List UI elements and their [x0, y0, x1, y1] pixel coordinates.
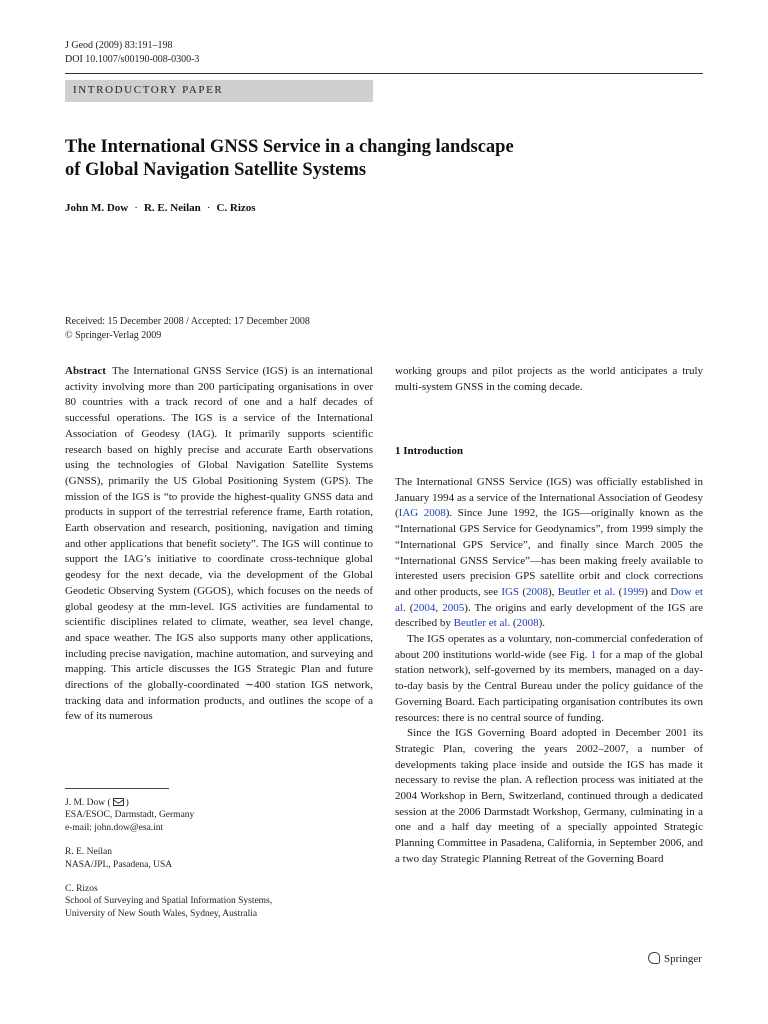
author-name[interactable]: John M. Dow	[65, 202, 129, 214]
citation-link[interactable]: IGS	[501, 585, 520, 598]
springer-logo-icon	[648, 952, 660, 964]
citation-link[interactable]: IAG 2008	[398, 507, 446, 520]
intro-paragraph-2: The IGS operates as a voluntary, non-commercial confederation of about 200 institutions world-wide (see Fig. 1 for a map of the global station network), self-governed by its members, managed on a day-to-day basis by the Central Bureau under the policy guidance of the Governing Board. Each participating organisation contributes its own resources: there is no central source of funding.	[395, 633, 703, 724]
affiliation-institution: NASA/JPL, Pasadena, USA	[65, 859, 173, 870]
citation-link[interactable]: 2008	[526, 585, 548, 598]
affiliation-email[interactable]: e-mail: john.dow@esa.int	[65, 822, 164, 833]
affiliation-entry	[65, 883, 272, 920]
citation-link[interactable]: Beutler et al.	[557, 585, 616, 598]
affiliation-institution: University of New South Wales, Sydney, Australia	[65, 908, 258, 919]
affiliation-author: R. E. Neilan	[65, 847, 112, 858]
journal-citation	[65, 39, 199, 67]
author-separator: ·	[134, 202, 138, 214]
abstract-text: The International GNSS Service (IGS) is an international activity involving more than 200 participating organisations in over 80 countries with a track record of one and a half decades of successful operations. The IGS is a service of the International Association of Geodesy (IAG). It primarily supports scientific research based on highly precise and accurate Earth observations using the technologies of Global Navigation Satellite Systems (GNSS), primarily the US Global Positioning System (GPS). The mission of the IGS is “to provide the highest-quality GNSS data and products in support of the terrestrial reference frame, Earth rotation, Earth observation and research, positioning, navigation and timing and other applications that benefit society”. The IGS will continue to support the IAG’s initiative to coordinate cross-technique global geodesy for the next decade, via the development of the Global Geodetic Observing System (GGOS), which focuses on the needs of global geodesy at the mm-level. IGS activities are fundamental to scientific disciplines related to climate, weather, sea level change, and space weather. The IGS also supports many other applications, including precise navigation, machine automation, and surveying and mapping. This article discusses the IGS Strategic Plan and future directions of the globally-coordinated ∼400 station IGS network, tracking data and information products, and outlines the scope of a few of its numerous	[65, 365, 373, 723]
citation-link[interactable]: Dow et al.	[395, 585, 703, 614]
title-line-1: The International GNSS Service in a changing landscape	[65, 137, 514, 157]
paper-type-band	[65, 80, 373, 102]
abstract-continuation-text: working groups and pilot projects as the world anticipates a truly multi-system GNSS in the coming decade.	[395, 365, 703, 393]
header-rule	[65, 73, 703, 74]
copyright-notice: © Springer-Verlag 2009	[65, 329, 162, 341]
citation-link[interactable]: 1999	[622, 585, 645, 598]
abstract-block	[65, 364, 373, 725]
figure-link[interactable]: 1	[590, 648, 597, 661]
affiliation-entry: J. M. Dow ( ) ESA/ESOC, Darmstadt, Germany e-mail: john.dow@esa.int	[65, 797, 272, 834]
affiliation-entry	[65, 846, 272, 871]
footnote-rule	[65, 788, 169, 789]
intro-paragraph-3: Since the IGS Governing Board adopted in December 2001 its Strategic Plan, covering the years 2002–2007, a number of developments taking place inside and outside the IGS has made it necessary to revise the plan. A reflection process was initiated at the 2004 Workshop in Bern, Switzerland, continued through a dedicated session at the 2006 Darmstadt Workshop, Germany, culminating in a one and a half day meeting of a specially appointed Strategic Planning Committee in Pasadena, California, in September 2006, and a two day Strategic Planning Retreat of the Governing Board	[395, 727, 703, 865]
affiliation-institution: School of Surveying and Spatial Information Systems,	[65, 896, 273, 907]
article-dates	[65, 315, 310, 342]
citation-journal: J Geod (2009) 83:191–198	[65, 40, 173, 51]
affiliation-institution: ESA/ESOC, Darmstadt, Germany	[65, 810, 195, 821]
citation-link[interactable]: Beutler et al.	[453, 617, 511, 630]
author-affiliations	[65, 797, 272, 932]
author-separator: ·	[206, 202, 211, 214]
intro-paragraph-1: The International GNSS Service (IGS) was officially established in January 1994 as a service of the International Association of Geodesy (IAG 2008). Since June 1992, the IGS—originally known as the “International GPS Service for Geodynamics”, from 1999 simply the “International GPS Service”, and finally since March 2005 the “International GNSS Service”—has been making freely available to interested users precision GPS satellite orbit and clock corrections and other products, see IGS (2008), Beutler et al. (1999) and Dow et al. (2004, 2005). The origins and early development of the IGS are described by Beutler et al. (2008).	[395, 476, 704, 630]
citation-doi[interactable]: DOI 10.1007/s00190-008-0300-3	[65, 54, 200, 65]
citation-link[interactable]: 2008	[516, 617, 539, 630]
abstract-label: Abstract	[65, 365, 106, 377]
author-name[interactable]: R. E. Neilan	[143, 202, 201, 214]
article-title	[65, 136, 685, 182]
author-list	[65, 202, 256, 214]
section-heading-introduction: 1 Introduction	[395, 445, 463, 457]
publisher-name: Springer	[664, 953, 702, 965]
abstract-continuation	[395, 364, 703, 395]
introduction-body	[395, 475, 703, 868]
citation-link[interactable]: 2004	[413, 601, 436, 614]
publisher-footer	[648, 952, 702, 965]
received-accepted-dates: Received: 15 December 2008 / Accepted: 17 December 2008	[65, 316, 310, 327]
author-name[interactable]: C. Rizos	[216, 202, 256, 214]
paper-type-label: INTRODUCTORY PAPER	[73, 84, 224, 96]
affiliation-author: C. Rizos	[65, 884, 98, 895]
title-line-2: of Global Navigation Satellite Systems	[65, 160, 367, 180]
citation-link[interactable]: 2005	[442, 601, 465, 614]
envelope-icon[interactable]	[113, 798, 124, 806]
